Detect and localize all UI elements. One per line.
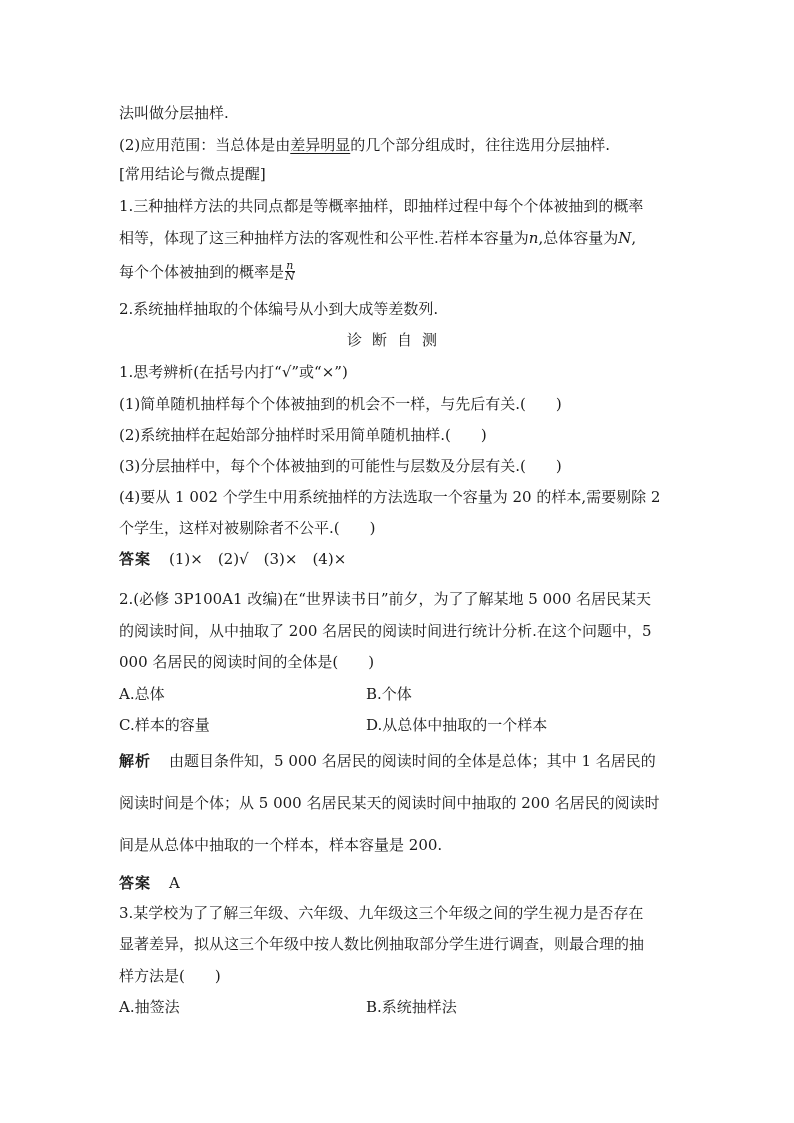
text-span: 相等，体现了这三种抽样方法的客观性和公平性.若样本容量为 xyxy=(119,229,529,247)
option-a: A.抽签法 xyxy=(119,998,180,1016)
answer-label: 答案 xyxy=(119,874,152,892)
text-line: 1.三种抽样方法的共同点都是等概率抽样，即抽样过程中每个个体被抽到的概率 xyxy=(119,197,644,215)
explanation-text: 由题目条件知，5 000 名居民的阅读时间的全体是总体；其中 1 名居民的 xyxy=(169,752,656,770)
question-item: 个学生，这样对被剔除者不公平.( ) xyxy=(119,519,376,537)
option-a: A.总体 xyxy=(119,685,165,703)
text-span: , xyxy=(631,229,637,247)
question-item: (1)简单随机抽样每个个体被抽到的机会不一样，与先后有关.( ) xyxy=(119,395,562,413)
variable-n: n xyxy=(528,229,539,247)
options-row xyxy=(119,715,679,735)
question-item: (4)要从 1 002 个学生中用系统抽样的方法选取一个容量为 20 的样本,需要剔除 2 xyxy=(119,488,661,506)
fraction-denominator: N xyxy=(285,269,295,283)
text-span: ,总体容量为 xyxy=(538,229,619,247)
fraction xyxy=(285,258,295,283)
question-text: 显著差异，拟从这三个年级中按人数比例抽取部分学生进行调查，则最合理的抽 xyxy=(119,935,645,953)
question-item: (2)系统抽样在起始部分抽样时采用简单随机抽样.( ) xyxy=(119,426,487,444)
text-line xyxy=(119,228,679,248)
question-2: 2.(必修 3P100A1 改编)在“世界读书日”前夕，为了了解某地 5 000 名居民某天 xyxy=(119,590,652,608)
answer-label: 答案 xyxy=(119,550,152,568)
variable-N: N xyxy=(618,229,632,247)
answer-line xyxy=(119,549,679,569)
option-b: B.个体 xyxy=(366,685,412,703)
fraction-numerator: n xyxy=(286,258,294,272)
text-line xyxy=(119,135,679,155)
question-text: 000 名居民的阅读时间的全体是( ) xyxy=(119,653,375,671)
question-item: (3)分层抽样中，每个个体被抽到的可能性与层数及分层有关.( ) xyxy=(119,457,562,475)
option-b: B.系统抽样法 xyxy=(366,998,457,1016)
options-row xyxy=(119,997,679,1017)
answer-text: A xyxy=(169,874,180,892)
text-line: 法叫做分层抽样. xyxy=(119,104,229,122)
question-3: 3.某学校为了了解三年级、六年级、九年级这三个年级之间的学生视力是否存在 xyxy=(119,904,644,922)
explanation-line xyxy=(119,751,679,771)
question-text: 样方法是( ) xyxy=(119,967,221,985)
explanation-text: 阅读时间是个体；从 5 000 名居民某天的阅读时间中抽取的 200 名居民的阅读时 xyxy=(119,794,660,812)
explanation-label: 解析 xyxy=(119,752,152,770)
options-row xyxy=(119,684,679,704)
underlined-term: 差异明显 xyxy=(290,136,351,154)
text-line: 2.系统抽样抽取的个体编号从小到大成等差数列. xyxy=(119,300,439,318)
section-heading: [常用结论与微点提醒] xyxy=(119,165,266,183)
option-c: C.样本的容量 xyxy=(119,716,210,734)
option-d: D.从总体中抽取的一个样本 xyxy=(366,716,548,734)
answer-line xyxy=(119,873,679,893)
section-title: 诊断自测 xyxy=(346,331,447,349)
question-1: 1.思考辨析(在括号内打“√”或“×”) xyxy=(119,363,348,381)
text-span: (2)应用范围：当总体是由 xyxy=(119,136,291,154)
text-span: 每个个体被抽到的概率是 xyxy=(119,263,285,281)
question-text: 的阅读时间，从中抽取了 200 名居民的阅读时间进行统计分析.在这个问题中，5 xyxy=(119,622,652,640)
text-line xyxy=(119,258,679,284)
answer-text: (1)× (2)√ (3)× (4)× xyxy=(169,550,347,568)
explanation-text: 间是从总体中抽取的一个样本，样本容量是 200. xyxy=(119,836,443,854)
text-span: 的几个部分组成时，往往选用分层抽样. xyxy=(350,136,611,154)
